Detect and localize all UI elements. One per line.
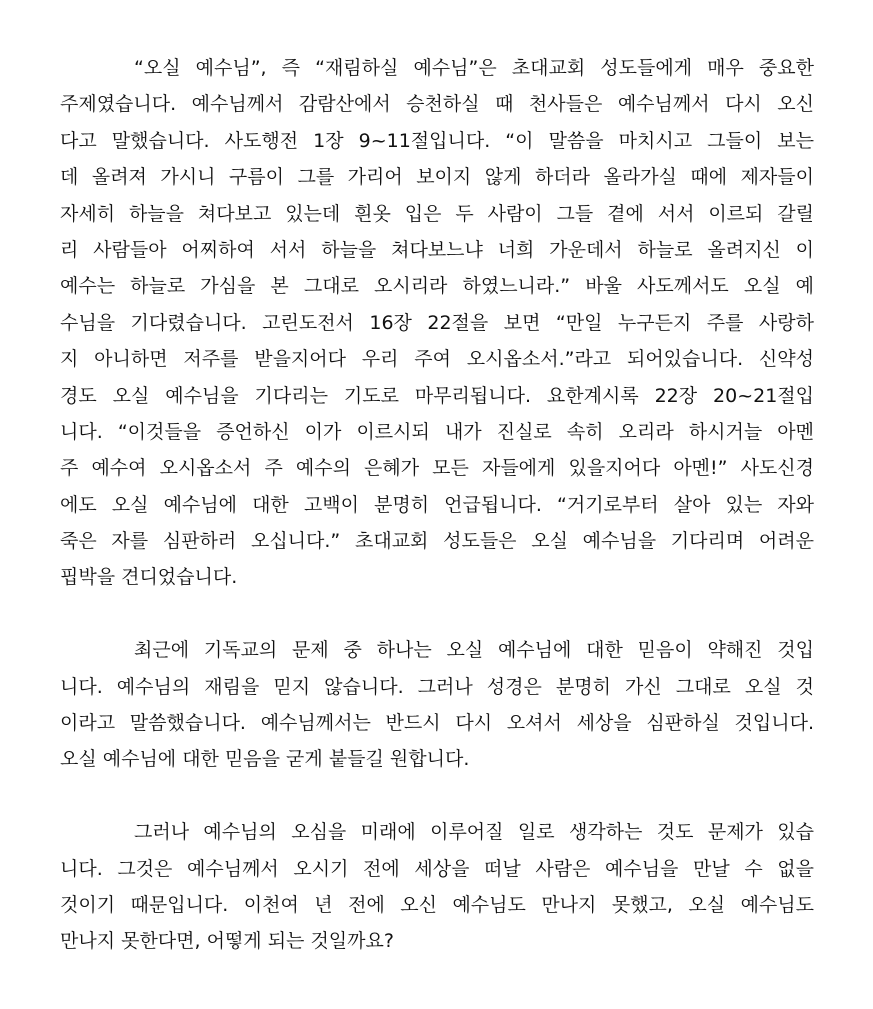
text-line: 에도 오실 예수님에 대한 고백이 분명히 언급됩니다. “거기로부터 살아 있는 자와 — [60, 493, 814, 516]
text-line: 수님을 기다렸습니다. 고린도전서 16장 22절을 보면 “만일 누구든지 주를 사랑하 — [60, 311, 814, 334]
paragraph-1 — [60, 50, 814, 596]
text-line: 이라고 말씀했습니다. 예수님께서는 반드시 다시 오셔서 세상을 심판하실 것입니다. — [60, 712, 814, 735]
text-line: 그러나 예수님의 오심을 미래에 이루어질 일로 생각하는 것도 문제가 있습 — [134, 821, 814, 844]
text-line: 데 올려져 가시니 구름이 그를 가리어 보이지 않게 하더라 올라가실 때에 제자들이 — [60, 166, 814, 189]
text-line: 만나지 못한다면, 어떻게 되는 것일까요? — [60, 930, 394, 953]
paragraph-spacer — [60, 596, 814, 632]
text-line: 지 아니하면 저주를 받을지어다 우리 주여 오시옵소서.”라고 되어있습니다. 신약성 — [60, 348, 814, 371]
text-line: 핍박을 견디었습니다. — [60, 566, 238, 589]
text-line: 것이기 때문입니다. 이천여 년 전에 오신 예수님도 만나지 못했고, 오실 예수님도 — [60, 893, 814, 916]
paragraph-2 — [60, 632, 814, 778]
text-line: 자세히 하늘을 쳐다보고 있는데 흰옷 입은 두 사람이 그들 곁에 서서 이르되 갈릴 — [60, 202, 814, 225]
text-line: 죽은 자를 심판하러 오십니다.” 초대교회 성도들은 오실 예수님을 기다리며 어려운 — [60, 530, 814, 553]
text-line: 주제였습니다. 예수님께서 감람산에서 승천하실 때 천사들은 예수님께서 다시 오신 — [60, 93, 814, 116]
text-line: 경도 오실 예수님을 기다리는 기도로 마무리됩니다. 요한계시록 22장 20~21절입 — [60, 384, 814, 407]
paragraph-3 — [60, 814, 814, 960]
text-line: 니다. 예수님의 재림을 믿지 않습니다. 그러나 성경은 분명히 가신 그대로 오실 것 — [60, 675, 814, 698]
document-body — [60, 50, 814, 960]
text-line: 니다. “이것들을 증언하신 이가 이르시되 내가 진실로 속히 오리라 하시거늘 아멘 — [60, 420, 814, 443]
text-line: 최근에 기독교의 문제 중 하나는 오실 예수님에 대한 믿음이 약해진 것입 — [134, 639, 814, 662]
paragraph-spacer — [60, 778, 814, 814]
text-line: 다고 말했습니다. 사도행전 1장 9~11절입니다. “이 말씀을 마치시고 그들이 보는 — [60, 129, 814, 152]
text-line: 리 사람들아 어찌하여 서서 하늘을 쳐다보느냐 너희 가운데서 하늘로 올려지신 이 — [60, 238, 814, 261]
text-line: 주 예수여 오시옵소서 주 예수의 은혜가 모든 자들에게 있을지어다 아멘!” 사도신경 — [60, 457, 814, 480]
text-line: 니다. 그것은 예수님께서 오시기 전에 세상을 떠날 사람은 예수님을 만날 수 없을 — [60, 857, 814, 880]
text-line: 오실 예수님에 대한 믿음을 굳게 붙들길 원합니다. — [60, 748, 470, 771]
text-line: “오실 예수님”, 즉 “재림하실 예수님”은 초대교회 성도들에게 매우 중요한 — [134, 57, 814, 79]
text-line: 예수는 하늘로 가심을 본 그대로 오시리라 하였느니라.” 바울 사도께서도 오실 예 — [60, 275, 814, 298]
